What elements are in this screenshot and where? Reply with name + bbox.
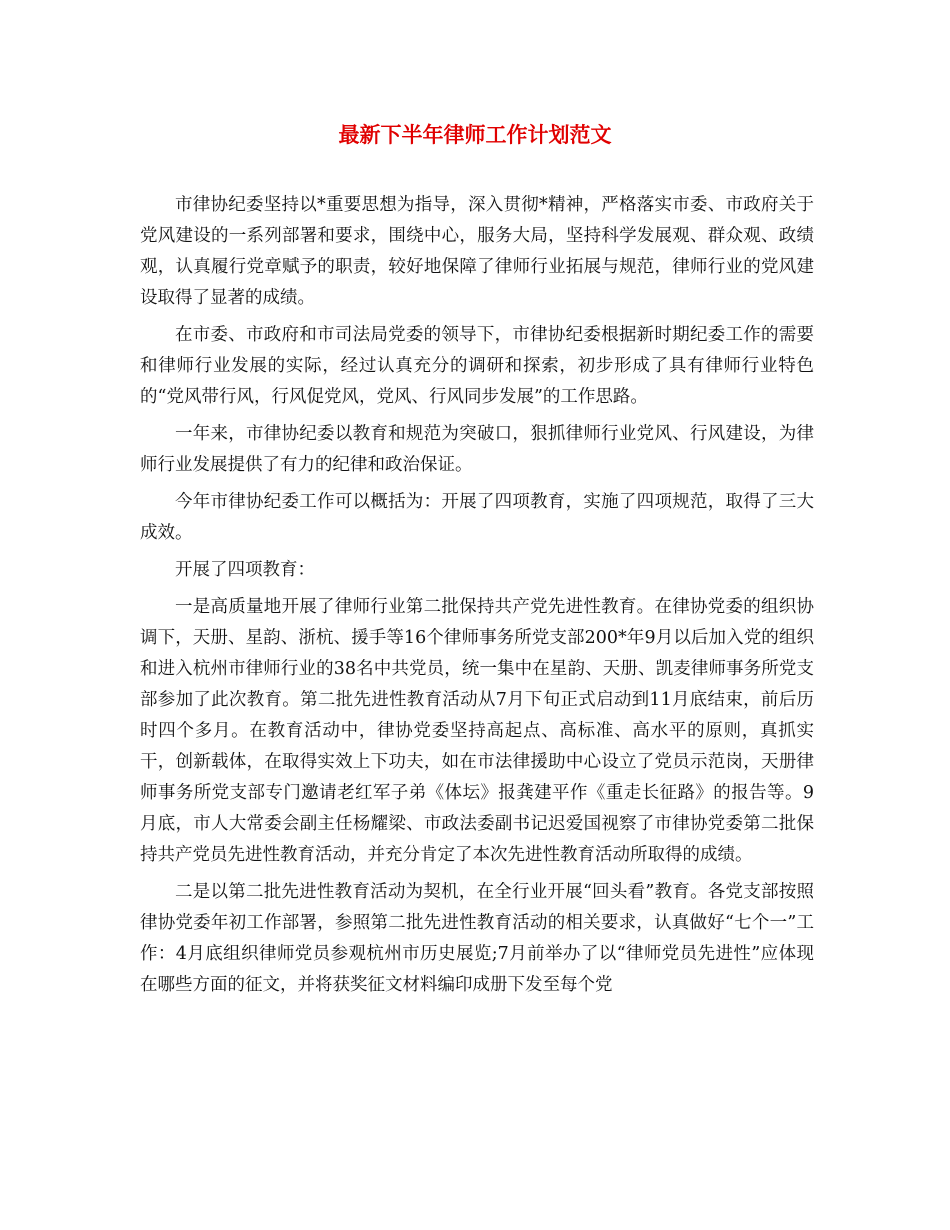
paragraph: 在市委、市政府和市司法局党委的领导下，市律协纪委根据新时期纪委工作的需要和律师行业发展的实际，经过认真充分的调研和探索，初步形成了具有律师行业特色的“党风带行风，行风促党风，党风、行风同步发展”的工作思路。 <box>140 325 814 407</box>
paragraph: 市律协纪委坚持以*重要思想为指导，深入贯彻*精神，严格落实市委、市政府关于党风建设的一系列部署和要求，围绕中心，服务大局，坚持科学发展观、群众观、政绩观，认真履行党章赋予的职责，较好地保障了律师行业拓展与规范，律师行业的党风建设取得了显著的成绩。 <box>140 195 814 308</box>
document-body <box>140 190 814 1007</box>
paragraph: 二是以第二批先进性教育活动为契机，在全行业开展“回头看”教育。各党支部按照律协党委年初工作部署，参照第二批先进性教育活动的相关要求，认真做好“七个一”工作：4月底组织律师党员参观杭州市历史展览;7月前举办了以“律师党员先进性”应体现在哪些方面的征文，并将获奖征文材料编印成册下发至每个党 <box>140 882 814 995</box>
paragraph: 今年市律协纪委工作可以概括为：开展了四项教育，实施了四项规范，取得了三大成效。 <box>140 492 814 543</box>
paragraph: 一是高质量地开展了律师行业第二批保持共产党先进性教育。在律协党委的组织协调下，天册、星韵、浙杭、援手等16个律师事务所党支部200*年9月以后加入党的组织和进入杭州市律师行业的38名中共党员，统一集中在星韵、天册、凯麦律师事务所党支部参加了此次教育。第二批先进性教育活动从7月下旬正式启动到11月底结束，前后历时四个多月。在教育活动中，律协党委坚持高起点、高标准、高水平的原则，真抓实干，创新载体，在取得实效上下功夫，如在市法律援助中心设立了党员示范岗，天册律师事务所党支部专门邀请老红军子弟《体坛》报龚建平作《重走长征路》的报告等。9月底，市人大常委会副主任杨耀梁、市政法委副书记迟爱国视察了市律协党委第二批保持共产党员先进性教育活动，并充分肯定了本次先进性教育活动所取得的成绩。 <box>140 597 814 865</box>
paragraph: 一年来，市律协纪委以教育和规范为突破口，狠抓律师行业党风、行风建设，为律师行业发展提供了有力的纪律和政治保证。 <box>140 424 814 475</box>
paragraph: 开展了四项教育： <box>175 560 315 580</box>
document-title: 最新下半年律师工作计划范文 <box>338 122 612 147</box>
